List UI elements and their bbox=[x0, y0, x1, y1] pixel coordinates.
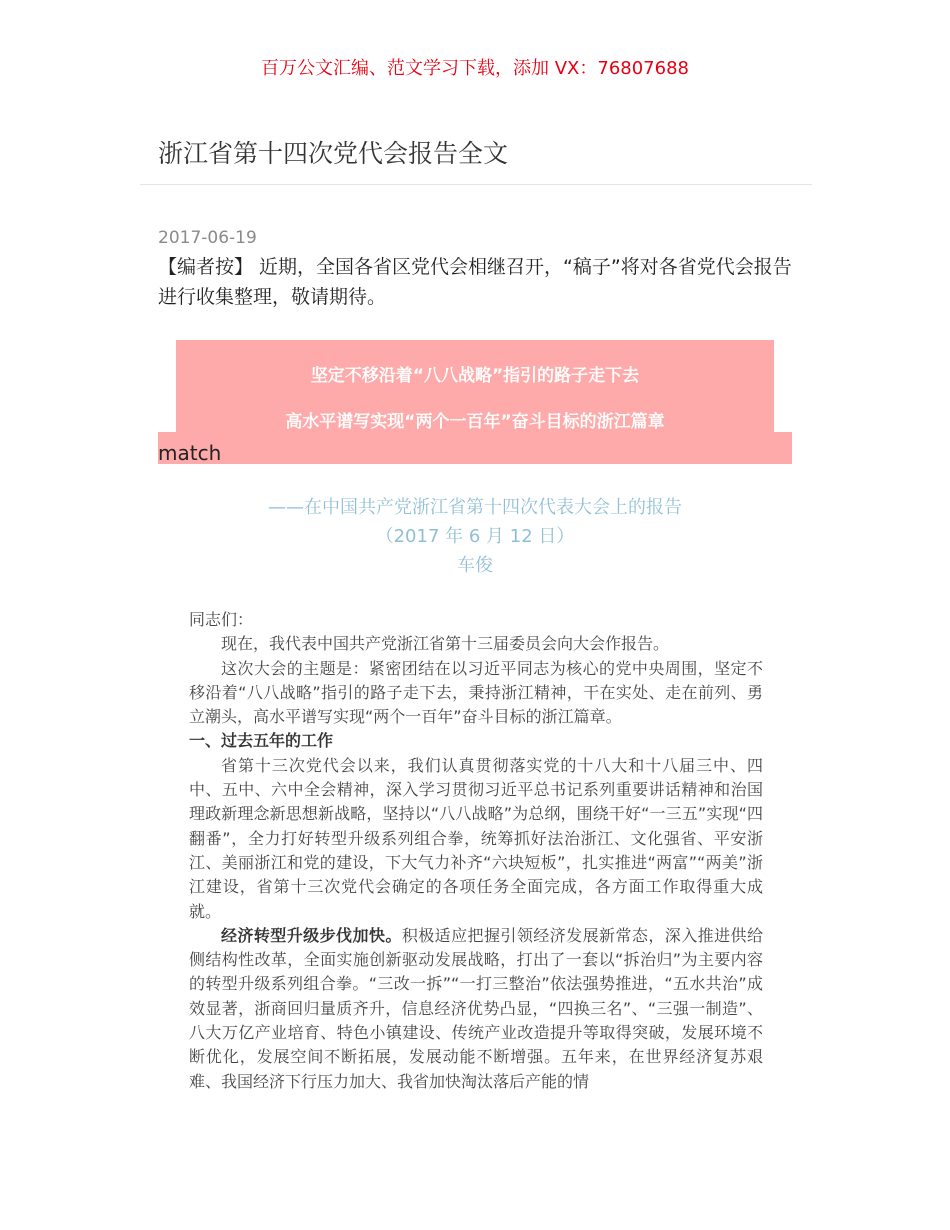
report-subtitle: ——在中国共产党浙江省第十四次代表大会上的报告 bbox=[268, 497, 682, 518]
paragraph-lead: 经济转型升级步伐加快。 bbox=[221, 925, 402, 945]
publish-date: 2017-06-19 bbox=[158, 228, 257, 248]
body-paragraph: 现在，我代表中国共产党浙江省第十三届委员会向大会作报告。 bbox=[221, 634, 670, 654]
body-paragraph bbox=[189, 924, 763, 1094]
paragraph-text: 积极适应把握引领经济发展新常态，深入推进供给侧结构性改革，全面实施创新驱动发展战略，打出了一套以“拆治归”为主要内容的转型升级系列组合拳。“三改一拆”“一打三整治”依法强势推进，“五水共治”成效显著，浙商回归量质齐升，信息经济优势凸显，“四换三名”、“三强一制造”、八大万亿产业培育、特色小镇建设、传统产业改造提升等取得突破，发展环境不断优化，发展空间不断拓展，发展动能不断增强。五年来，在世界经济复苏艰难、我国经济下行压力加大、我省加快淘汰落后产能的情 bbox=[189, 925, 763, 1091]
banner-headline-1: 坚定不移沿着“八八战略”指引的路子走下去 bbox=[310, 366, 640, 386]
salutation: 同志们： bbox=[189, 610, 254, 629]
headline-banner-strip bbox=[158, 432, 792, 464]
report-date: （2017 年 6 月 12 日） bbox=[375, 526, 575, 547]
article-title: 浙江省第十四次党代会报告全文 bbox=[158, 139, 509, 168]
section-heading: 一、过去五年的工作 bbox=[189, 731, 334, 751]
report-body bbox=[189, 608, 763, 1094]
body-paragraph: 省第十三次党代会以来，我们认真贯彻落实党的十八大和十八届三中、四中、五中、六中全会精神，深入学习贯彻习近平总书记系列重要讲话精神和治国理政新理念新思想新战略，坚持以“八八战略”为总纲，围绕干好“一三五”实现“四翻番”，全力打好转型升级系列组合拳，统筹抓好法治浙江、文化强省、平安浙江、美丽浙江和党的建设，下大气力补齐“六块短板”，扎实推进“两富”“两美”浙江建设，省第十三次党代会确定的各项任务全面完成，各方面工作取得重大成就。 bbox=[189, 755, 763, 921]
banner-overlay-text: match bbox=[158, 441, 222, 465]
banner-headline-2: 高水平谱写实现“两个一百年”奋斗目标的浙江篇章 bbox=[285, 412, 665, 432]
title-divider bbox=[140, 184, 812, 185]
report-author: 车俊 bbox=[457, 555, 493, 576]
editor-note: 【编者按】 近期，全国各省区党代会相继召开，“稿子”将对各省党代会报告进行收集整理，敬请期待。 bbox=[158, 256, 792, 308]
body-paragraph: 这次大会的主题是：紧密团结在以习近平同志为核心的党中央周围，坚定不移沿着“八八战略”指引的路子走下去，秉持浙江精神，干在实处、走在前列、勇立潮头，高水平谱写实现“两个一百年”奋斗目标的浙江篇章。 bbox=[189, 658, 763, 727]
promo-banner-text: 百万公文汇编、范文学习下载，添加 VX：76807688 bbox=[261, 58, 689, 79]
